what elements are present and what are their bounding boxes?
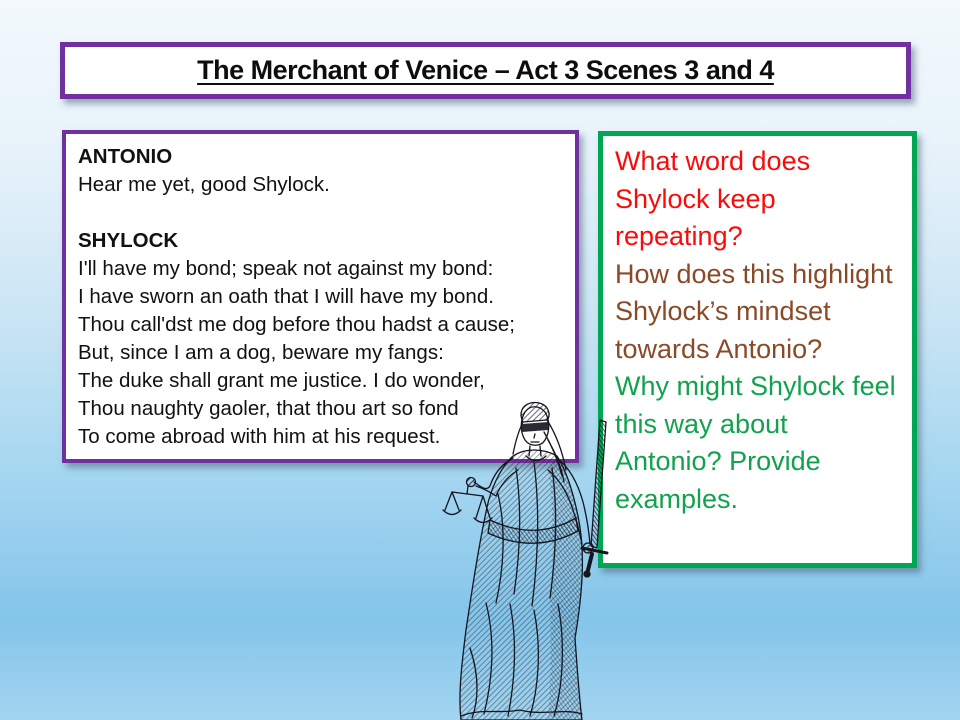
dialogue-speaker: SHYLOCK [78,229,179,252]
page-title: The Merchant of Venice – Act 3 Scenes 3 and 4 [197,55,774,85]
questions-box [598,131,917,568]
question-text: Why might Shylock feel this way about Antonio? Provide examples. [615,371,896,514]
lady-justice-illustration [430,398,615,720]
dialogue-line: Hear me yet, good Shylock. [78,173,330,196]
dialogue-line: Thou naughty gaoler, that thou art so fond [78,397,459,420]
dialogue-line: I'll have my bond; speak not against my bond: [78,257,494,280]
title-box [60,42,911,99]
question-text: What word does Shylock keep repeating? [615,146,811,251]
dialogue-line: But, since I am a dog, beware my fangs: [78,341,444,364]
dialogue-line: To come abroad with him at his request. [78,425,441,448]
dialogue-line: The duke shall grant me justice. I do wonder, [78,369,485,392]
dialogue-speaker: ANTONIO [78,145,173,168]
dialogue-line: I have sworn an oath that I will have my bond. [78,285,494,308]
question-text: How does this highlight Shylock’s mindset towards Antonio? [615,258,893,364]
dialogue-line: Thou call'dst me dog before thou hadst a cause; [78,313,515,336]
dialogue-line [78,199,569,227]
